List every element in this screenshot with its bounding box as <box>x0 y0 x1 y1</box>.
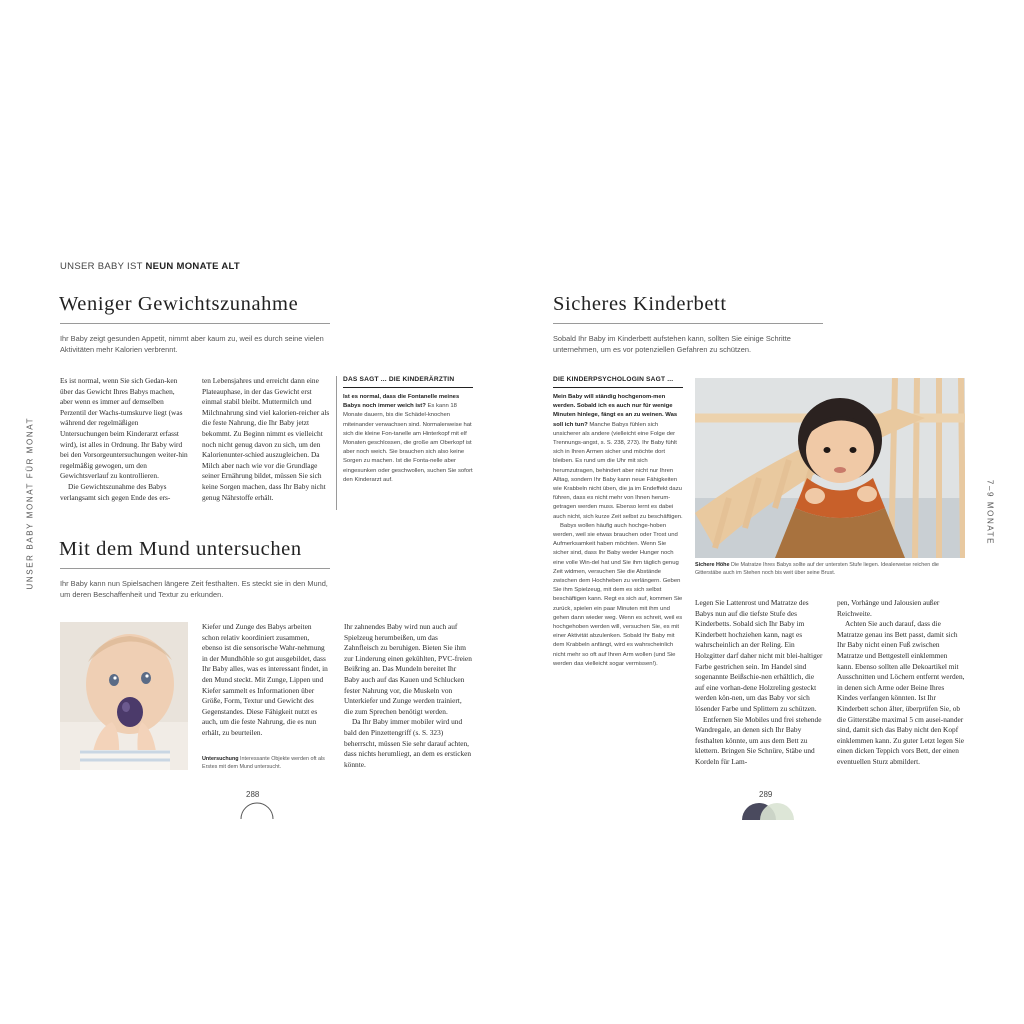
body-column <box>344 622 472 770</box>
page-tab-circles-icon <box>740 801 796 826</box>
box-question: Ist es normal, dass die Fontanelle meines Babys noch immer weich ist? <box>343 394 460 410</box>
paragraph: Kiefer und Zunge des Babys arbeiten schon relativ koordiniert zusammen, ebenso ist die sensorische Wahr-nehmung in der Mundhöhle so gut ausgebildet, dass Ihr Baby alles, was es interessant findet, in den Mund steckt. Mit Zunge, Lippen und Kiefer sammelt es Informationen über Größe, Form, Textur und Gewicht des Gegenstandes. Diese Fähigkeit nutzt es auch, um die feste Nahrung, die es nun erhält, zu beurteilen. <box>202 622 328 737</box>
paragraph: Ihr zahnendes Baby wird nun auch auf Spielzeug herumbeißen, um das Zahnfleisch zu beruhigen. Bieten Sie ihm zur Linderung einen gekühlten, PVC-freien Beißring an. Das Mundeln bereitet Ihr Baby auch auf das Kauen und Schlucken fester Nahrung vor, die Muskeln von Unterkiefer und Zunge werden trainiert, die zum Sprechen benötigt werden. <box>344 622 472 716</box>
baby-crib-photo <box>695 378 965 558</box>
box-text <box>343 393 473 485</box>
box-answer: Manche Babys fühlen sich unsicherer als andere (vielleicht eine Folge der Trennungs-angst, s. S. 238, 273). Ihr Baby fühlt sich in Ihren Armen sicher und möchte dort bleiben. Es rund um die Uhr mit sich herumzutragen, behindert aber nicht nur Ihren Alltag, sondern Ihr Baby kann neue Fähigkeiten wie Krabbeln nicht üben, die ja im Endeffekt dazu führen, dass es nicht mehr von Ihnen herum-getragen werden muss. Ebenso lernt es dabei auch nicht, sich kurze Zeit selbst zu beschäftigen. <box>553 421 683 520</box>
section-intro-mouth: Ihr Baby kann nun Spielsachen längere Zeit festhalten. Es steckt sie in den Mund, um deren Beschaffenheit und Textur zu erkunden. <box>60 579 328 599</box>
side-tab-right: 7–9 MONATE <box>985 479 995 546</box>
box-paragraph: Babys wollen häufig auch hochge-hoben werden, weil sie etwas brauchen oder Trost und Aufmerksamkeit haben möchten. Wenn Sie sicher sind, dass Ihr Baby weder Hunger noch eine volle Win-del hat und Sie ihm täglich genug Zeit widmen, versuchen Sie die Abstände zwischen dem Hochheben zu verlängern. Geben Sie ihm Spielzeug, mit dem es sich selbst beschäftigen kann. Regt es sich auf, kommen Sie zurück, spielen ein paar Minuten mit ihm und gehen dann wieder weg. Wenn es schreit, weil es hochgehoben werden will, versuchen Sie, es mit einer Aktivität abzulenken. Sobald Ihr Baby mit dem Krabbeln anfängt, wird es wahrscheinlich nicht mehr so oft auf Ihren Arm wollen (und Sie werden das vielleicht sogar vermissen!). <box>553 522 683 667</box>
page-number-left: 288 <box>246 790 260 799</box>
box-divider <box>336 376 337 510</box>
paragraph: Da Ihr Baby immer mobiler wird und bald den Pinzettengriff (s. S. 323) beherrscht, müssen Sie sehr darauf achten, dass nichts herumliegt, an dem es ersticken könnte. <box>344 717 472 769</box>
paragraph: Achten Sie auch darauf, dass die Matratze genau ins Bett passt, damit sich Ihr Baby nicht einen Fuß zwischen Matratze und Bettgestell einklemmen kann. Ebenso sollten alle Dekoartikel mit Ausschnitten und Löchern entfernt werden, in denen sich Arme oder Beine Ihres Kindes verfangen könnten. Ist Ihr Kinderbett schon älter, überprüfen Sie, ob die Gitterstäbe maximal 5 cm ausei-nander sind, damit sich das Baby nicht den Kopf einklemmen kann. Zu guter Letzt legen Sie einen dicken Teppich vors Bett, der einen eventuellen Sturz abmildert. <box>837 619 965 766</box>
box-rule <box>553 387 683 388</box>
paragraph: ten Lebensjahres und erreicht dann eine Plateauphase, in der das Gewicht erst einmal stabil bleibt. Muttermilch und Milchnahrung sind viel kalorien-reicher als die feste Nahrung, die Ihr Baby jetzt bekommt. Zu Beginn nimmt es vielleicht noch nicht genug davon zu sich, um den Kalorienunter-schied auszugleichen. Da Milch aber nach wie vor die Grundlage seiner Ernährung bildet, müssen Sie sich keine Sorgen machen, dass Ihr Baby nicht genug Nährstoffe erhält. <box>202 376 330 502</box>
box-title: DAS SAGT ... DIE KINDERÄRZTIN <box>343 376 455 383</box>
section-intro-weight: Ihr Baby zeigt gesunden Appetit, nimmt aber kaum zu, weil es durch seine vielen Aktivitäten mehr Kalorien verbrennt. <box>60 334 324 354</box>
box-title: DIE KINDERPSYCHOLOGIN SAGT ... <box>553 376 674 383</box>
photo-caption-mouth: Untersuchung Interessante Objekte werden oft als Erstes mit dem Mund untersucht. <box>202 756 325 770</box>
section-intro-crib: Sobald Ihr Baby im Kinderbett aufstehen kann, sollten Sie einige Schritte unternehmen, um es vor potenziellen Gefahren zu schützen. <box>553 334 791 354</box>
paragraph: Entfernen Sie Mobiles und frei stehende Wandregale, an denen sich Ihr Baby festhalten könnte, um aus dem Bett zu klettern. Bringen Sie Schnüre, Stäbe und Kordeln für Lam- <box>695 714 822 766</box>
title-rule <box>553 323 823 324</box>
box-question: Mein Baby will ständig hochgenom-men werden. Sobald ich es auch nur für wenige Minuten hinlege, fängt es an zu weinen. Was soll ich tun? <box>553 394 678 428</box>
pediatrician-box <box>343 376 473 485</box>
title-rule <box>60 568 330 569</box>
side-tab-left: UNSER BABY MONAT FÜR MONAT <box>25 416 35 590</box>
paragraph: Legen Sie Lattenrost und Matratze des Babys nun auf die tiefste Stufe des Kinderbetts. Sobald sich Ihr Baby im Kinderbett hochziehen kann, nagt es wahrscheinlich an der Reling. Ein Holzgitter darf daher nicht mit blei-haltiger Farbe gestrichen sein. Im Handel sind sogenannte Beißschie-nen erhältlich, die auf eine vorhan-dene Holzreling gesteckt werden kön-nen, um das Baby vor sich lösender Farbe und Splittern zu schützen. <box>695 598 823 713</box>
title-rule <box>60 323 330 324</box>
body-column <box>695 598 823 768</box>
section-title-weight: Weniger Gewichtszunahme <box>59 293 299 315</box>
photo-caption-crib: Sichere Höhe Die Matratze Ihres Babys sollte auf der untersten Stufe liegen. Idealerweise reichen die Gitterstäbe auch im Stehen noch bis weit über seine Brust. <box>695 562 939 576</box>
box-text <box>553 393 683 669</box>
psychologist-box <box>553 376 683 669</box>
box-rule <box>343 387 473 388</box>
section-title-crib: Sicheres Kinderbett <box>553 293 727 315</box>
section-title-mouth: Mit dem Mund untersuchen <box>59 538 302 560</box>
body-column <box>202 376 330 503</box>
body-column <box>202 622 330 739</box>
page-number-right: 289 <box>759 790 773 799</box>
paragraph: Die Gewichtszunahme des Babys verlangsamt sich gegen Ende des ers- <box>60 481 171 502</box>
box-answer: Es kann 18 Monate dauern, bis die Schädel-knochen miteinander verwachsen sind. Normalerweise hat sich die kleine Fon-tanelle am Hinterkopf mit elf Monaten geschlossen, die große am Oberkopf ist aber noch weich. Sie brauchen sich also keine Sorgen zu machen. Ist die Fonta-nelle aber eingesunken oder geschwollen, suchen Sie sofort den Kinderarzt auf. <box>343 403 473 483</box>
page-tab-outline-icon <box>240 802 274 825</box>
baby-mouthing-photo <box>60 622 188 770</box>
body-column <box>60 376 188 503</box>
paragraph: pen, Vorhänge und Jalousien außer Reichweite. <box>837 598 940 618</box>
running-head: UNSER BABY IST NEUN MONATE ALT <box>60 261 241 272</box>
paragraph: Es ist normal, wenn Sie sich Gedan-ken über das Gewicht Ihres Babys machen, aber wenn es immer auf demselben Perzentil der Wachs-tumskurve liegt (was während der regelmäßigen Untersuchungen beim Kinderarzt erfasst wird), ist alles in Ordnung. Ihr Baby wird bei den Vorsorgeuntersuchungen weiter-hin regelmäßig gewogen, um den Gewichtsverlauf zu kontrollieren. <box>60 376 188 481</box>
body-column <box>837 598 965 768</box>
